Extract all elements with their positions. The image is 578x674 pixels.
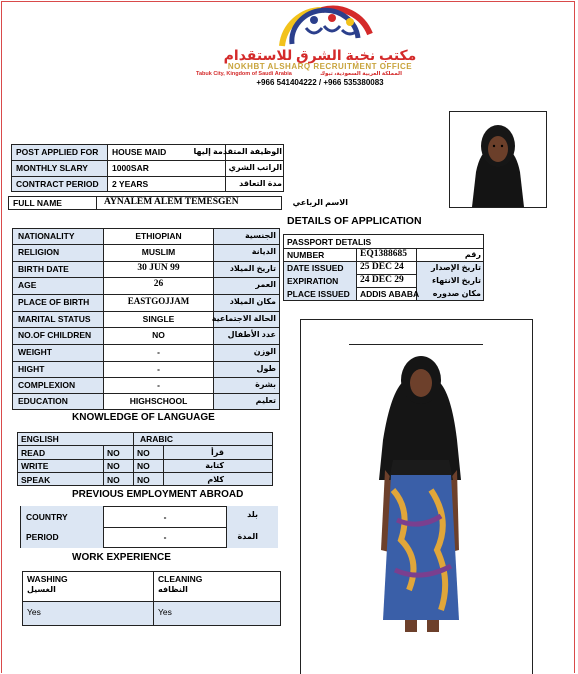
speak-arabic: NO [137, 475, 150, 485]
employment-title: PREVIOUS EMPLOYMENT ABROAD [72, 489, 244, 500]
country-value: - [163, 512, 167, 522]
place-issued-value: ADDIS ABABA [360, 289, 420, 299]
contract-arabic: مدة التعاقد [239, 179, 282, 188]
expiration-arabic: تاريخ الانتهاء [432, 276, 481, 285]
religion-label: RELIGION [18, 247, 60, 257]
read-english: NO [107, 448, 120, 458]
applicant-portrait-photo [449, 111, 547, 208]
religion-value: MUSLIM [141, 247, 176, 257]
read-label: READ [21, 448, 46, 458]
washing-value: Yes [27, 607, 41, 617]
complexion-value: - [157, 380, 160, 390]
weight-arabic: الوزن [253, 347, 276, 356]
children-value: NO [152, 330, 165, 340]
period-label: PERIOD [26, 532, 59, 542]
complexion-arabic: بشرة [255, 380, 276, 389]
full-name-label: FULL NAME [13, 198, 62, 208]
passport-number-label: NUMBER [287, 250, 325, 260]
height-arabic: طول [256, 364, 276, 373]
washing-arabic: الغسيل [27, 585, 56, 594]
contract-label: CONTRACT PERIOD [16, 179, 99, 189]
speak-label: SPEAK [21, 475, 51, 485]
period-value: - [163, 532, 167, 542]
marital-status-label: MARITAL STATUS [18, 314, 91, 324]
passport-title: PASSPORT DETALIS [287, 237, 372, 247]
read-ar-label: قرأ [211, 448, 224, 457]
col-english: ENGLISH [21, 434, 59, 444]
height-value: - [157, 364, 160, 374]
speak-english: NO [107, 475, 120, 485]
cleaning-arabic: النظافه [158, 585, 188, 594]
birth-date-arabic: تاريخ الميلاد [229, 264, 276, 273]
full-name-value: AYNALEM ALEM TEMESGEN [104, 197, 239, 207]
write-ar-label: كتابة [205, 461, 224, 470]
passport-number-arabic: رقم [464, 250, 481, 259]
salary-value: 1000SAR [112, 163, 149, 173]
washing-label: WASHING [27, 574, 68, 584]
office-address-en: Tabuk City, Kingdom of Saudi Arabia [196, 71, 292, 77]
education-arabic: تعليم [255, 396, 276, 405]
post-value: HOUSE MAID [112, 147, 167, 157]
details-title: DETAILS OF APPLICATION [287, 215, 422, 227]
work-title: WORK EXPERIENCE [72, 552, 171, 563]
country-label: COUNTRY [26, 512, 68, 522]
office-phones: +966 541404222 / +966 535380083 [256, 78, 384, 87]
date-issued-arabic: تاريخ الإصدار [430, 263, 481, 272]
children-label: NO.OF CHILDREN [18, 330, 92, 340]
speak-ar-label: كلام [207, 475, 224, 484]
write-english: NO [107, 461, 120, 471]
birth-date-value: 30 JUN 99 [137, 263, 180, 273]
weight-label: WEIGHT [18, 347, 52, 357]
birth-date-label: BIRTH DATE [18, 264, 69, 274]
office-arabic-name: مكتب نخبة الشرق للاستقدام [223, 47, 417, 63]
office-english-name: NOKHBT ALSHARQ RECRUITMENT OFFICE [227, 62, 413, 71]
salary-label: MONTHLY SLARY [16, 163, 88, 173]
cleaning-value: Yes [158, 607, 172, 617]
country-arabic: بلد [247, 510, 258, 519]
religion-arabic: الديانة [251, 247, 276, 256]
marital-status-arabic: الحالة الاجتماعية [211, 314, 276, 323]
write-label: WRITE [21, 461, 49, 471]
age-arabic: العمر [255, 280, 276, 289]
place-of-birth-label: PLACE OF BIRTH [18, 297, 90, 307]
applicant-full-body-photo [300, 319, 533, 674]
language-title: KNOWLEDGE OF LANGUAGE [72, 412, 215, 423]
post-arabic: الوظيفة المتقدمة إليها [193, 147, 282, 156]
nationality-value: ETHIOPIAN [135, 231, 182, 241]
col-arabic: ARABIC [140, 434, 174, 444]
expiration-value: 24 DEC 29 [360, 275, 404, 285]
contract-value: 2 YEARS [112, 179, 149, 189]
cleaning-label: CLEANING [158, 574, 203, 584]
place-of-birth-value: EASTGOJJAM [127, 296, 190, 306]
place-of-birth-arabic: مكان الميلاد [229, 297, 276, 306]
salary-arabic: الراتب الشري [228, 163, 282, 172]
nationality-label: NATIONALITY [18, 231, 75, 241]
children-arabic: عدد الأطفال [227, 330, 276, 339]
education-label: EDUCATION [18, 396, 68, 406]
complexion-label: COMPLEXION [18, 380, 76, 390]
full-name-arabic: الاسم الرباعي [292, 198, 348, 207]
age-value: 26 [153, 279, 164, 289]
place-issued-label: PLACE ISSUED [287, 289, 350, 299]
age-label: AGE [18, 280, 37, 290]
date-issued-value: 25 DEC 24 [360, 262, 404, 272]
education-value: HIGHSCHOOL [129, 396, 188, 406]
height-label: HIGHT [18, 364, 45, 374]
passport-number-value: EQ1388685 [360, 249, 407, 259]
nationality-arabic: الجنسية [244, 231, 276, 240]
period-arabic: المدة [237, 532, 258, 541]
place-issued-arabic: مكان صدوره [432, 289, 481, 298]
write-arabic: NO [137, 461, 150, 471]
date-issued-label: DATE ISSUED [287, 263, 344, 273]
office-address-ar: المملكة العربية السعودية، تبوك [319, 71, 402, 77]
read-arabic: NO [137, 448, 150, 458]
expiration-label: EXPIRATION [287, 276, 339, 286]
weight-value: - [157, 347, 160, 357]
post-label: POST APPLIED FOR [16, 147, 99, 157]
marital-status-value: SINGLE [142, 314, 175, 324]
